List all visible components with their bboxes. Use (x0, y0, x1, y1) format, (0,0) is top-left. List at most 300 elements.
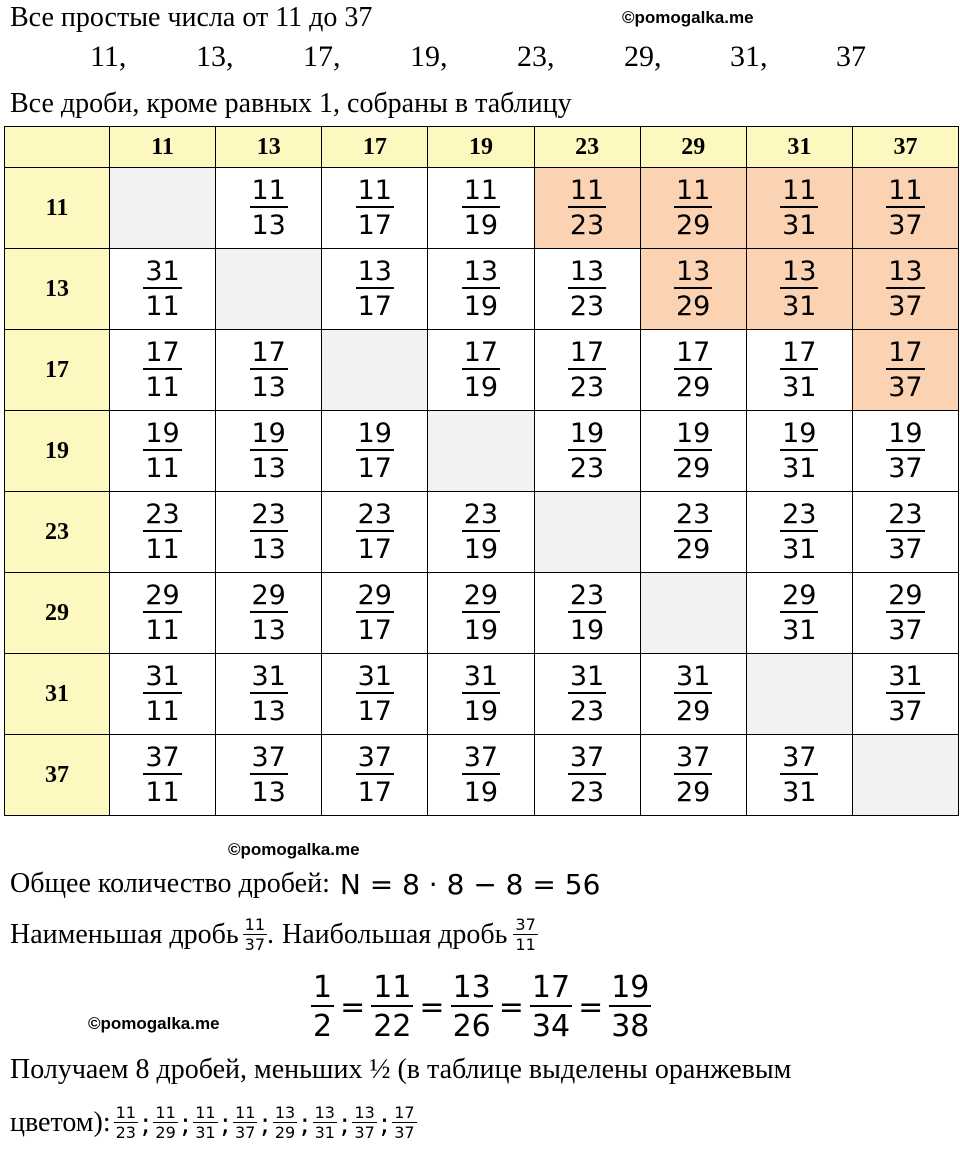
separator: ; (260, 1106, 270, 1140)
numerator: 17 (676, 337, 711, 368)
table-cell (216, 573, 322, 654)
fraction (250, 499, 288, 565)
table-cell (428, 330, 534, 411)
numerator: 17 (782, 337, 817, 368)
numerator: 31 (888, 661, 923, 692)
empty-cell (322, 330, 428, 411)
denominator: 31 (780, 611, 818, 646)
denominator: 11 (143, 287, 181, 322)
watermark: ©pomogalka.me (622, 8, 754, 27)
table-cell (110, 492, 216, 573)
table-cell (322, 654, 428, 735)
denominator: 37 (886, 530, 924, 565)
fraction (568, 418, 606, 484)
table-cell (852, 654, 958, 735)
denominator: 31 (780, 530, 818, 565)
denominator: 37 (886, 206, 924, 241)
table-cell (216, 492, 322, 573)
denominator: 29 (274, 1123, 296, 1142)
numerator: 31 (463, 661, 499, 692)
fraction (886, 661, 924, 727)
fraction (250, 418, 288, 484)
table-row (5, 492, 959, 573)
table-cell (110, 654, 216, 735)
table-cell (640, 411, 746, 492)
numerator: 31 (251, 661, 286, 692)
separator: ; (140, 1106, 151, 1140)
numerator: 23 (463, 499, 499, 530)
empty-cell (640, 573, 746, 654)
table-cell (110, 735, 216, 816)
denominator: 11 (143, 449, 181, 484)
denominator: 31 (780, 287, 818, 322)
numerator: 37 (145, 742, 180, 773)
numerator: 23 (888, 499, 923, 530)
denominator: 13 (250, 611, 288, 646)
numerator: 13 (354, 1103, 375, 1122)
fraction (780, 499, 818, 565)
table-row (5, 735, 959, 816)
table-cell (322, 573, 428, 654)
column-header: 23 (534, 127, 640, 168)
numerator: 31 (145, 256, 180, 287)
table-cell (322, 168, 428, 249)
fraction (886, 499, 924, 565)
equals-sign: = (419, 989, 445, 1025)
fraction (568, 661, 606, 727)
equals-sign: = (498, 989, 524, 1025)
denominator: 31 (780, 449, 818, 484)
denominator: 13 (250, 530, 288, 565)
row-header: 19 (5, 411, 110, 492)
denominator: 19 (462, 773, 500, 808)
fraction (568, 256, 606, 322)
prime-item: 11, (90, 40, 127, 73)
fraction (568, 580, 606, 646)
fraction (568, 175, 606, 241)
table-cell (534, 249, 640, 330)
result-fraction (313, 1104, 337, 1142)
table-row (5, 249, 959, 330)
fraction (674, 175, 712, 241)
equal-fraction (371, 971, 413, 1044)
fraction (886, 256, 924, 322)
denominator: 19 (462, 530, 500, 565)
table-cell (534, 411, 640, 492)
numerator: 13 (357, 256, 392, 287)
prime-item: 23, (517, 40, 555, 73)
highlighted-cell (640, 168, 746, 249)
fraction (780, 175, 818, 241)
denominator: 11 (143, 530, 181, 565)
prime-item: 13, (196, 40, 234, 73)
result-line-1: Получаем 8 дробей, меньших ½ (в таблице выделены оранжевым (10, 1054, 792, 1085)
denominator: 22 (371, 1005, 413, 1044)
denominator: 17 (356, 206, 394, 241)
row-header: 11 (5, 168, 110, 249)
prime-item: 29, (624, 40, 662, 73)
fraction (250, 337, 288, 403)
denominator: 19 (462, 206, 500, 241)
denominator: 19 (462, 611, 500, 646)
prime-item: 31, (730, 40, 768, 73)
numerator: 11 (357, 175, 392, 206)
highlighted-cell (746, 168, 852, 249)
table-cell (746, 573, 852, 654)
denominator: 23 (568, 206, 606, 241)
numerator: 17 (394, 1103, 415, 1122)
denominator: 11 (143, 773, 181, 808)
fraction (143, 661, 181, 727)
denominator: 23 (568, 449, 606, 484)
fraction (462, 256, 500, 322)
numerator: 37 (357, 742, 392, 773)
fraction (356, 175, 394, 241)
empty-cell (852, 735, 958, 816)
fraction (250, 175, 288, 241)
fraction (780, 256, 818, 322)
fraction (886, 580, 924, 646)
fraction (356, 580, 394, 646)
numerator: 13 (314, 1103, 335, 1122)
numerator: 31 (145, 661, 180, 692)
numerator: 11 (782, 175, 817, 206)
column-header: 17 (322, 127, 428, 168)
denominator: 37 (354, 1123, 375, 1142)
table-cell (746, 330, 852, 411)
table-cell (428, 654, 534, 735)
empty-cell (534, 492, 640, 573)
fraction (250, 742, 288, 808)
row-header: 13 (5, 249, 110, 330)
fraction (356, 742, 394, 808)
numerator: 13 (782, 256, 817, 287)
empty-cell (746, 654, 852, 735)
separator: ; (220, 1106, 231, 1140)
numerator: 37 (463, 742, 499, 773)
denominator: 19 (462, 368, 500, 403)
denominator: 11 (143, 611, 181, 646)
fraction (462, 661, 500, 727)
numerator: 37 (676, 742, 711, 773)
result-fraction (193, 1104, 217, 1142)
denominator: 26 (451, 1005, 493, 1044)
denominator: 37 (886, 449, 924, 484)
fraction (462, 580, 500, 646)
denominator: 37 (886, 611, 924, 646)
denominator: 23 (115, 1123, 136, 1142)
total-line (10, 864, 600, 904)
prime-item: 37 (836, 40, 866, 73)
table-cell (534, 573, 640, 654)
separator: ; (339, 1106, 350, 1140)
highlighted-cell (852, 330, 958, 411)
table-cell (110, 249, 216, 330)
denominator: 13 (250, 692, 288, 727)
fraction (780, 418, 818, 484)
column-header: 19 (428, 127, 534, 168)
table-row (5, 168, 959, 249)
row-header: 31 (5, 654, 110, 735)
fraction (568, 337, 606, 403)
result-fraction (273, 1104, 297, 1142)
fraction (143, 256, 181, 322)
table-cell (534, 654, 640, 735)
denominator: 29 (674, 530, 712, 565)
minmax-line (10, 908, 538, 962)
numerator: 11 (569, 175, 605, 206)
fraction (143, 742, 181, 808)
table-cell (852, 492, 958, 573)
denominator: 17 (356, 611, 394, 646)
numerator: 23 (251, 499, 286, 530)
max-fraction: $\frac{37}{11}$ (515, 915, 536, 954)
separator: . (267, 919, 275, 950)
numerator: 19 (888, 418, 923, 449)
denominator: 37 (394, 1123, 415, 1142)
denominator: 29 (674, 449, 712, 484)
page-title: Все простые числа от 11 до 37 (10, 2, 373, 33)
equal-fraction (609, 971, 651, 1044)
prime-item: 17, (303, 40, 341, 73)
result-fraction (392, 1104, 416, 1142)
row-header: 23 (5, 492, 110, 573)
fraction (250, 580, 288, 646)
min-fraction: $\frac{11}{37}$ (244, 915, 266, 954)
numerator: 13 (888, 256, 923, 287)
primes-list (0, 40, 960, 76)
numerator: 23 (782, 499, 817, 530)
denominator: 29 (155, 1123, 176, 1142)
numerator: 13 (274, 1103, 296, 1122)
denominator: 29 (674, 206, 712, 241)
numerator: 13 (463, 256, 499, 287)
denominator: 11 (143, 692, 181, 727)
fraction-table (4, 126, 959, 816)
fraction (780, 742, 818, 808)
denominator: 29 (674, 287, 712, 322)
denominator: 31 (780, 368, 818, 403)
fraction (780, 580, 818, 646)
empty-cell (110, 168, 216, 249)
fraction (356, 418, 394, 484)
denominator: 2 (311, 1005, 334, 1044)
column-header: 31 (746, 127, 852, 168)
equal-fraction (530, 971, 572, 1044)
denominator: 13 (250, 773, 288, 808)
numerator: 23 (676, 499, 711, 530)
table-cell (640, 330, 746, 411)
table-cell (534, 735, 640, 816)
fraction (462, 499, 500, 565)
numerator: 11 (155, 1103, 176, 1122)
denominator: 13 (250, 206, 288, 241)
table-caption: Все дроби, кроме равных 1, собраны в таблицу (10, 88, 572, 119)
result-line-2 (10, 1096, 420, 1150)
denominator: 13 (250, 449, 288, 484)
table-cell (216, 654, 322, 735)
table-cell (322, 249, 428, 330)
separator: ; (180, 1106, 191, 1140)
total-label: Общее количество дробей: (10, 868, 330, 899)
denominator: 34 (530, 1005, 572, 1044)
empty-cell (428, 411, 534, 492)
fraction (143, 580, 181, 646)
empty-cell (216, 249, 322, 330)
fraction (143, 499, 181, 565)
numerator: 29 (251, 580, 286, 611)
fraction (462, 337, 500, 403)
numerator: 29 (782, 580, 817, 611)
fraction (674, 661, 712, 727)
column-header: 11 (110, 127, 216, 168)
numerator: 11 (373, 969, 412, 1005)
denominator: 23 (568, 368, 606, 403)
numerator: 23 (357, 499, 392, 530)
highlighted-cell (852, 249, 958, 330)
table-cell (640, 735, 746, 816)
numerator: 11 (115, 1103, 136, 1122)
numerator: 19 (357, 418, 392, 449)
column-header: 37 (852, 127, 958, 168)
numerator: 29 (888, 580, 923, 611)
prime-item: 19, (410, 40, 448, 73)
table-cell (852, 411, 958, 492)
row-header: 17 (5, 330, 110, 411)
denominator: 19 (462, 692, 500, 727)
max-label: Наибольшая дробь (282, 919, 508, 950)
table-cell (110, 573, 216, 654)
numerator: 29 (463, 580, 499, 611)
numerator: 11 (463, 175, 499, 206)
numerator: 29 (357, 580, 392, 611)
fraction (780, 337, 818, 403)
numerator: 19 (676, 418, 711, 449)
table-cell (216, 330, 322, 411)
result-fraction (153, 1104, 177, 1142)
table-cell (110, 330, 216, 411)
table-cell (216, 168, 322, 249)
column-header: 13 (216, 127, 322, 168)
result-lead: цветом): (10, 1107, 111, 1138)
fraction (886, 175, 924, 241)
numerator: 37 (251, 742, 286, 773)
separator: ; (300, 1106, 310, 1140)
table-cell (640, 492, 746, 573)
table-cell (428, 249, 534, 330)
denominator: 13 (250, 368, 288, 403)
equals-sign: = (578, 989, 604, 1025)
numerator: 13 (569, 256, 605, 287)
column-header: 29 (640, 127, 746, 168)
total-formula: N = 8 · 8 − 8 = 56 (339, 867, 601, 901)
denominator: 29 (674, 692, 712, 727)
denominator: 31 (314, 1123, 335, 1142)
min-label: Наименьшая дробь (10, 919, 239, 950)
table-cell (216, 735, 322, 816)
result-fraction (233, 1104, 257, 1142)
fraction (143, 337, 181, 403)
numerator: 31 (357, 661, 392, 692)
fraction (462, 175, 500, 241)
numerator: 13 (452, 969, 491, 1005)
equal-fraction (311, 971, 334, 1044)
result-fraction (114, 1104, 138, 1142)
denominator: 17 (356, 692, 394, 727)
denominator: 11 (143, 368, 181, 403)
numerator: 11 (888, 175, 923, 206)
denominator: 29 (674, 773, 712, 808)
denominator: 31 (195, 1123, 216, 1142)
numerator: 19 (251, 418, 286, 449)
table-row (5, 573, 959, 654)
separator: ; (379, 1106, 390, 1140)
highlighted-cell (746, 249, 852, 330)
fraction (356, 499, 394, 565)
fraction (356, 256, 394, 322)
table-cell (216, 411, 322, 492)
table-corner-cell (5, 127, 110, 168)
denominator: 23 (568, 287, 606, 322)
table-cell (322, 735, 428, 816)
denominator: 17 (356, 530, 394, 565)
numerator: 1 (313, 969, 333, 1005)
numerator: 23 (145, 499, 180, 530)
table-cell (746, 735, 852, 816)
denominator: 31 (780, 773, 818, 808)
denominator: 23 (568, 692, 606, 727)
result-fraction (352, 1104, 376, 1142)
table-cell (640, 654, 746, 735)
denominator: 17 (356, 773, 394, 808)
denominator: 37 (886, 368, 924, 403)
numerator: 11 (251, 175, 286, 206)
fraction (143, 418, 181, 484)
equal-fraction (451, 971, 493, 1044)
fraction (674, 337, 712, 403)
fraction (886, 418, 924, 484)
numerator: 37 (569, 742, 605, 773)
fraction (674, 742, 712, 808)
watermark: ©pomogalka.me (228, 840, 360, 859)
fraction (356, 661, 394, 727)
numerator: 11 (235, 1103, 256, 1122)
table-cell (428, 168, 534, 249)
denominator: 19 (462, 287, 500, 322)
denominator: 37 (886, 692, 924, 727)
fraction (568, 742, 606, 808)
numerator: 19 (611, 969, 650, 1005)
denominator: 19 (568, 611, 606, 646)
numerator: 17 (145, 337, 180, 368)
denominator: 17 (356, 287, 394, 322)
fraction (886, 337, 924, 403)
denominator: 17 (356, 449, 394, 484)
numerator: 17 (569, 337, 605, 368)
fraction (674, 499, 712, 565)
numerator: 31 (676, 661, 711, 692)
numerator: 29 (145, 580, 180, 611)
numerator: 19 (145, 418, 180, 449)
table-cell (746, 411, 852, 492)
denominator: 37 (235, 1123, 256, 1142)
highlighted-cell (534, 168, 640, 249)
denominator: 23 (568, 773, 606, 808)
numerator: 23 (569, 580, 605, 611)
fraction (674, 256, 712, 322)
highlighted-cell (640, 249, 746, 330)
row-header: 29 (5, 573, 110, 654)
